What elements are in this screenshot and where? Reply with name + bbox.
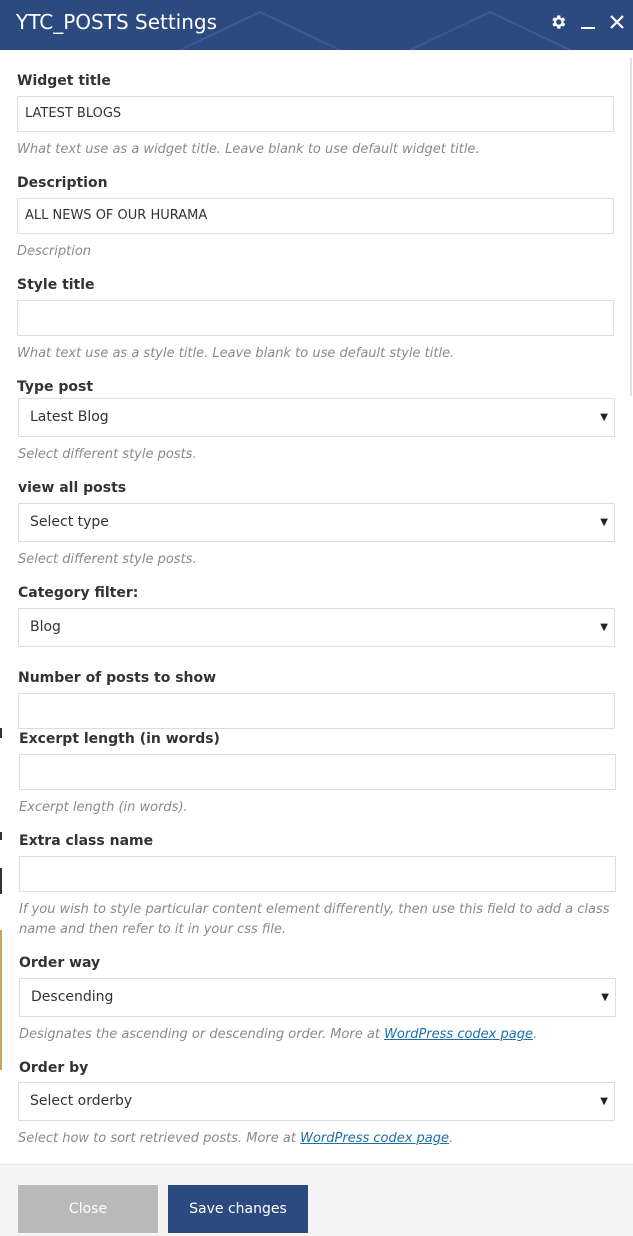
gear-icon bbox=[549, 13, 567, 31]
dialog-footer bbox=[0, 1164, 633, 1236]
dropdown-arrow-icon: ▼ bbox=[600, 1096, 608, 1107]
type-post-hint: Select different style posts. bbox=[18, 447, 197, 462]
close-icon bbox=[609, 14, 625, 30]
category-filter-select[interactable] bbox=[18, 608, 615, 647]
widget-title-hint: What text use as a widget title. Leave blank to use default widget title. bbox=[17, 142, 480, 157]
dropdown-arrow-icon: ▼ bbox=[600, 622, 608, 633]
type-post-label: Type post bbox=[17, 379, 94, 395]
dialog-title: YTC_POSTS Settings bbox=[16, 10, 218, 34]
dropdown-arrow-icon: ▼ bbox=[600, 412, 608, 423]
order-way-hint-suffix: . bbox=[532, 1027, 538, 1042]
type-post-value: Latest Blog bbox=[30, 409, 109, 425]
style-title-hint: What text use as a style title. Leave blank to use default style title. bbox=[17, 346, 455, 361]
extra-class-label: Extra class name bbox=[19, 833, 154, 849]
description-label: Description bbox=[17, 175, 108, 191]
order-way-hint bbox=[19, 1025, 537, 1045]
style-title-input[interactable] bbox=[17, 300, 614, 336]
order-way-codex-link[interactable]: WordPress codex page bbox=[384, 1027, 533, 1042]
excerpt-length-label: Excerpt length (in words) bbox=[19, 731, 220, 747]
background-edge bbox=[0, 930, 2, 1070]
scrollbar[interactable] bbox=[630, 58, 632, 396]
order-by-label: Order by bbox=[19, 1060, 89, 1076]
order-by-value: Select orderby bbox=[30, 1093, 133, 1109]
excerpt-length-hint: Excerpt length (in words). bbox=[19, 800, 188, 815]
close-window-button[interactable] bbox=[606, 11, 628, 33]
order-by-hint bbox=[18, 1129, 453, 1149]
view-all-posts-select[interactable] bbox=[18, 503, 615, 542]
order-way-value: Descending bbox=[31, 989, 114, 1005]
view-all-posts-value: Select type bbox=[30, 514, 109, 530]
settings-button[interactable] bbox=[547, 11, 569, 33]
order-by-hint-suffix: . bbox=[449, 1131, 454, 1146]
order-way-hint-text: Designates the ascending or descending order. More at bbox=[19, 1027, 385, 1042]
category-filter-label: Category filter: bbox=[18, 585, 139, 601]
close-button[interactable]: Close bbox=[18, 1185, 158, 1233]
type-post-select[interactable] bbox=[18, 398, 615, 437]
minimize-button[interactable] bbox=[577, 11, 599, 33]
description-input[interactable]: ALL NEWS OF OUR HURAMA bbox=[17, 198, 614, 234]
order-by-select[interactable] bbox=[18, 1082, 615, 1121]
minimize-icon bbox=[580, 14, 596, 30]
view-all-posts-hint: Select different style posts. bbox=[18, 552, 197, 567]
number-of-posts-input[interactable] bbox=[18, 693, 615, 729]
order-by-hint-text: Select how to sort retrieved posts. More at bbox=[18, 1131, 301, 1146]
dropdown-arrow-icon: ▼ bbox=[601, 992, 609, 1003]
number-of-posts-label: Number of posts to show bbox=[18, 670, 217, 686]
dialog-titlebar bbox=[0, 0, 633, 50]
category-filter-value: Blog bbox=[30, 619, 61, 635]
description-hint: Description bbox=[17, 244, 92, 259]
order-way-label: Order way bbox=[19, 955, 101, 971]
widget-title-label: Widget title bbox=[17, 73, 111, 89]
extra-class-input[interactable] bbox=[19, 856, 616, 892]
extra-class-hint: If you wish to style particular content element differently, then use this field to add a class name and then refer to it in your css file. bbox=[19, 902, 610, 937]
background-edge bbox=[0, 832, 2, 840]
excerpt-length-input[interactable] bbox=[19, 754, 616, 790]
dropdown-arrow-icon: ▼ bbox=[600, 517, 608, 528]
order-way-select[interactable] bbox=[19, 978, 616, 1017]
style-title-label: Style title bbox=[17, 277, 95, 293]
background-edge bbox=[0, 728, 2, 738]
save-changes-button[interactable]: Save changes bbox=[168, 1185, 308, 1233]
view-all-posts-label: view all posts bbox=[18, 480, 127, 496]
widget-title-input[interactable]: LATEST BLOGS bbox=[17, 96, 614, 132]
order-by-codex-link[interactable]: WordPress codex page bbox=[300, 1131, 450, 1146]
background-edge bbox=[0, 868, 2, 894]
